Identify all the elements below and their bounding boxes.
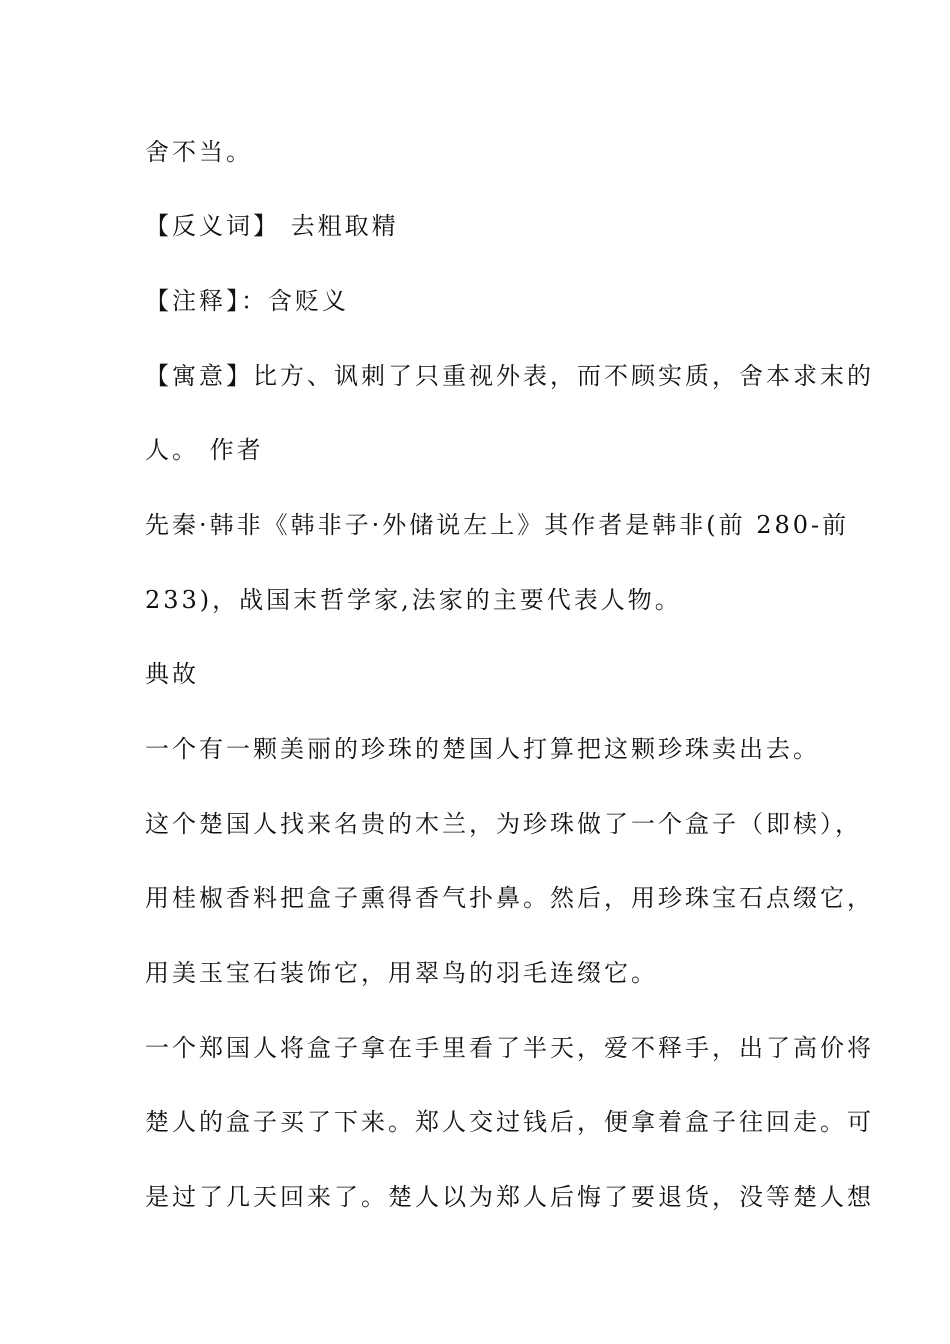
story-line: 一个有一颗美丽的珍珠的楚国人打算把这颗珍珠卖出去。 xyxy=(145,735,820,763)
story-line: 这个楚国人找来名贵的木兰，为珍珠做了一个盒子（即椟）， xyxy=(145,810,862,838)
story-line: 一个郑国人将盒子拿在手里看了半天，爱不释手，出了高价将 xyxy=(145,1034,874,1062)
text-line: 人。 作者 xyxy=(145,436,264,464)
author-line: 先秦·韩非《韩非子·外储说左上》其作者是韩非(前 280-前 xyxy=(145,511,850,539)
story-line: 用美玉宝石装饰它，用翠鸟的羽毛连缀它。 xyxy=(145,959,658,987)
story-line: 是过了几天回来了。楚人以为郑人后悔了要退货，没等楚人想 xyxy=(145,1183,874,1211)
story-line: 楚人的盒子买了下来。郑人交过钱后，便拿着盒子往回走。可 xyxy=(145,1108,874,1136)
text-line: 舍不当。 xyxy=(145,138,253,166)
text-line: 233)，战国末哲学家,法家的主要代表人物。 xyxy=(145,586,682,614)
moral-line: 【寓意】比方、讽刺了只重视外表，而不顾实质，舍本求末的 xyxy=(145,362,874,390)
section-heading: 典故 xyxy=(145,660,199,688)
story-line: 用桂椒香料把盒子熏得香气扑鼻。然后，用珍珠宝石点缀它， xyxy=(145,884,874,912)
antonym-line: 【反义词】 去粗取精 xyxy=(145,212,399,240)
annotation-line: 【注释】：含贬义 xyxy=(145,287,349,315)
